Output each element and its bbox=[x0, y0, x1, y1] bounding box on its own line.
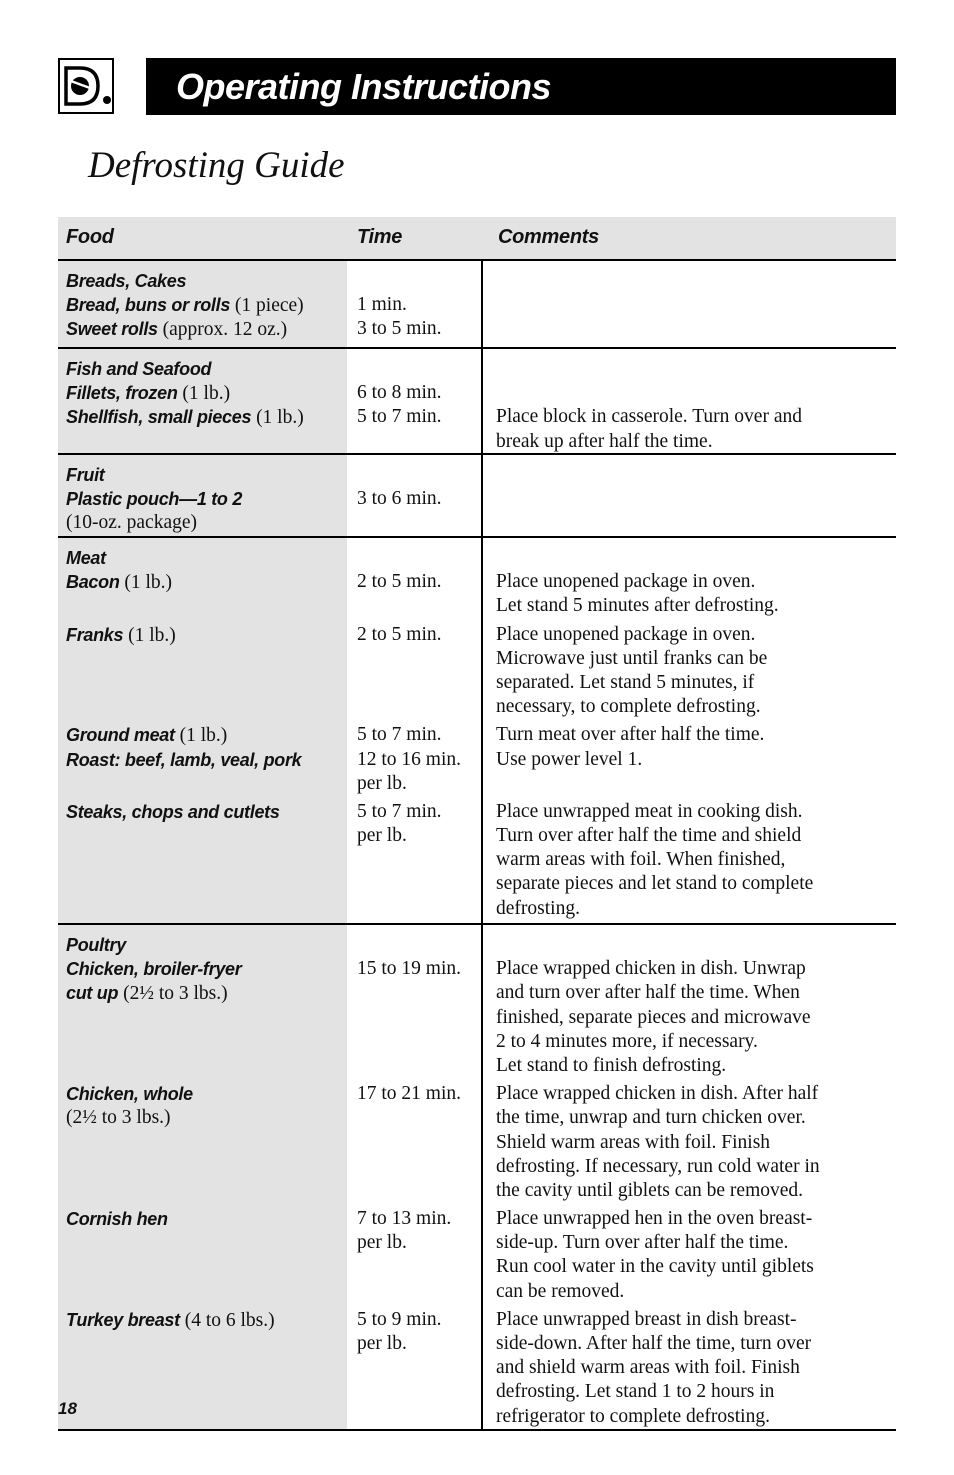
column-header-time: Time bbox=[357, 226, 403, 248]
time-cell bbox=[347, 349, 483, 453]
comment-line: Place unopened package in oven. bbox=[496, 571, 756, 593]
food-name: Shellfish, small pieces bbox=[66, 407, 252, 428]
food-cell bbox=[58, 349, 347, 453]
time-value: per lb. bbox=[357, 1232, 407, 1254]
comment-line: Place unwrapped breast in dish breast- bbox=[496, 1308, 797, 1330]
time-value: 3 to 6 min. bbox=[357, 488, 442, 510]
section-heading: Fish and Seafood bbox=[66, 359, 212, 379]
time-value: 5 to 7 min. bbox=[357, 406, 442, 428]
comment-line: warm areas with foil. When finished, bbox=[496, 849, 786, 871]
comment-line: and turn over after half the time. When bbox=[496, 982, 800, 1004]
comment-line: side-down. After half the time, turn over bbox=[496, 1333, 812, 1354]
comment-cell bbox=[483, 925, 896, 1429]
defrosting-table bbox=[58, 217, 896, 1431]
time-value: 15 to 19 min. bbox=[357, 958, 462, 980]
page-subtitle: Defrosting Guide bbox=[88, 145, 345, 186]
section-fruit bbox=[58, 455, 896, 538]
comment-line: break up after half the time. bbox=[496, 430, 713, 452]
time-value: per lb. bbox=[357, 772, 407, 794]
food-name: cut up bbox=[66, 983, 119, 1004]
comment-line: refrigerator to complete defrosting. bbox=[496, 1405, 770, 1427]
food-name: Plastic pouch—1 to 2 bbox=[66, 489, 243, 510]
comment-cell bbox=[483, 261, 896, 347]
comment-line: defrosting. Let stand 1 to 2 hours in bbox=[496, 1381, 775, 1403]
time-value: 2 to 5 min. bbox=[357, 571, 442, 593]
food-quantity: (1 lb.) bbox=[123, 624, 176, 646]
time-value: 5 to 9 min. bbox=[357, 1308, 442, 1330]
comment-line: Turn meat over after half the time. bbox=[496, 724, 765, 746]
comment-line: and shield warm areas with foil. Finish bbox=[496, 1357, 800, 1379]
food-cell bbox=[58, 261, 347, 347]
comment-line: separate pieces and let stand to complete bbox=[496, 873, 814, 895]
comment-line: separated. Let stand 5 minutes, if bbox=[496, 671, 755, 693]
food-name: Chicken, broiler-fryer bbox=[66, 959, 242, 980]
header-title: Operating Instructions bbox=[176, 66, 552, 107]
food-name: Roast: beef, lamb, veal, pork bbox=[66, 749, 302, 770]
food-quantity: (1 lb.) bbox=[119, 572, 173, 594]
food-name: Bacon bbox=[66, 572, 120, 593]
column-header-food: Food bbox=[66, 226, 114, 248]
food-quantity: (2½ to 3 lbs.) bbox=[118, 983, 228, 1005]
section-poultry bbox=[58, 925, 896, 1431]
food-quantity: (10-oz. package) bbox=[66, 512, 198, 534]
time-cell bbox=[347, 261, 483, 347]
comment-line: can be removed. bbox=[496, 1280, 625, 1302]
comment-cell bbox=[483, 349, 896, 453]
time-value: 5 to 7 min. bbox=[357, 724, 442, 746]
food-name: Cornish hen bbox=[66, 1209, 168, 1230]
header-bar bbox=[146, 58, 896, 115]
food-quantity: (1 lb.) bbox=[174, 725, 228, 747]
time-value: 5 to 7 min. bbox=[357, 800, 442, 822]
comment-line: Shield warm areas with foil. Finish bbox=[496, 1131, 771, 1153]
food-name: Ground meat bbox=[66, 725, 175, 746]
food-quantity: (1 piece) bbox=[230, 295, 304, 317]
food-name: Bread, buns or rolls bbox=[66, 295, 231, 316]
time-value: 7 to 13 min. bbox=[357, 1208, 452, 1230]
comment-line: Let stand 5 minutes after defrosting. bbox=[496, 595, 779, 617]
food-quantity: (approx. 12 oz.) bbox=[157, 319, 288, 341]
food-name: Chicken, whole bbox=[66, 1084, 193, 1105]
comment-line: Place wrapped chicken in dish. Unwrap bbox=[496, 958, 806, 980]
food-quantity: (4 to 6 lbs.) bbox=[179, 1309, 275, 1331]
food-cell bbox=[58, 925, 347, 1429]
comment-line: 2 to 4 minutes more, if necessary. bbox=[496, 1030, 758, 1052]
food-cell bbox=[58, 538, 347, 923]
time-value: 1 min. bbox=[357, 294, 407, 316]
table-header-row bbox=[58, 217, 896, 261]
comment-line: Let stand to finish defrosting. bbox=[496, 1054, 727, 1076]
food-name: Franks bbox=[66, 624, 124, 645]
comment-line: defrosting. If necessary, run cold water in bbox=[496, 1155, 820, 1177]
comment-line: necessary, to complete defrosting. bbox=[496, 696, 761, 718]
comment-cell bbox=[483, 538, 896, 923]
comment-line: Place unwrapped hen in the oven breast- bbox=[496, 1208, 813, 1230]
column-header-comments: Comments bbox=[498, 226, 599, 248]
food-quantity: (1 lb.) bbox=[251, 407, 304, 429]
food-name: Turkey breast bbox=[66, 1309, 180, 1330]
section-breads-cakes bbox=[58, 261, 896, 349]
comment-line: defrosting. bbox=[496, 897, 580, 919]
comment-line: Place unopened package in oven. bbox=[496, 623, 756, 645]
comment-line: Turn over after half the time and shield bbox=[496, 825, 802, 847]
time-cell bbox=[347, 925, 483, 1429]
comment-line: side-up. Turn over after half the time. bbox=[496, 1232, 789, 1254]
time-value: per lb. bbox=[357, 1333, 407, 1354]
food-quantity: (1 lb.) bbox=[177, 383, 231, 405]
section-heading: Meat bbox=[66, 548, 106, 568]
time-value: 17 to 21 min. bbox=[357, 1083, 462, 1105]
comment-line: Run cool water in the cavity until giblets bbox=[496, 1256, 814, 1278]
food-name: Fillets, frozen bbox=[66, 383, 178, 404]
comment-line: Place wrapped chicken in dish. After half bbox=[496, 1083, 819, 1105]
comment-line: the cavity until giblets can be removed. bbox=[496, 1179, 804, 1201]
time-cell bbox=[347, 538, 483, 923]
comment-cell bbox=[483, 455, 896, 536]
time-value: 12 to 16 min. bbox=[357, 748, 462, 770]
page-number: 18 bbox=[58, 1399, 77, 1418]
section-fish-seafood bbox=[58, 349, 896, 455]
comment-line: Use power level 1. bbox=[496, 748, 643, 770]
comment-line: Place unwrapped meat in cooking dish. bbox=[496, 800, 803, 822]
time-value: per lb. bbox=[357, 825, 407, 847]
comment-line: finished, separate pieces and microwave bbox=[496, 1006, 811, 1028]
section-heading: Fruit bbox=[66, 465, 105, 485]
food-quantity: (2½ to 3 lbs.) bbox=[66, 1107, 171, 1129]
food-name: Sweet rolls bbox=[66, 319, 158, 340]
time-value: 6 to 8 min. bbox=[357, 382, 442, 404]
time-value: 3 to 5 min. bbox=[357, 318, 442, 340]
section-heading: Breads, Cakes bbox=[66, 271, 187, 291]
section-heading: Poultry bbox=[66, 935, 126, 955]
comment-line: Microwave just until franks can be bbox=[496, 647, 768, 669]
time-cell bbox=[347, 455, 483, 536]
time-value: 2 to 5 min. bbox=[357, 623, 442, 645]
comment-line: the time, unwrap and turn chicken over. bbox=[496, 1107, 806, 1129]
microwave-logo-icon bbox=[58, 58, 114, 114]
food-cell bbox=[58, 455, 347, 536]
comment-line: Place block in casserole. Turn over and bbox=[496, 406, 802, 428]
section-meat bbox=[58, 538, 896, 925]
food-name: Steaks, chops and cutlets bbox=[66, 801, 280, 822]
